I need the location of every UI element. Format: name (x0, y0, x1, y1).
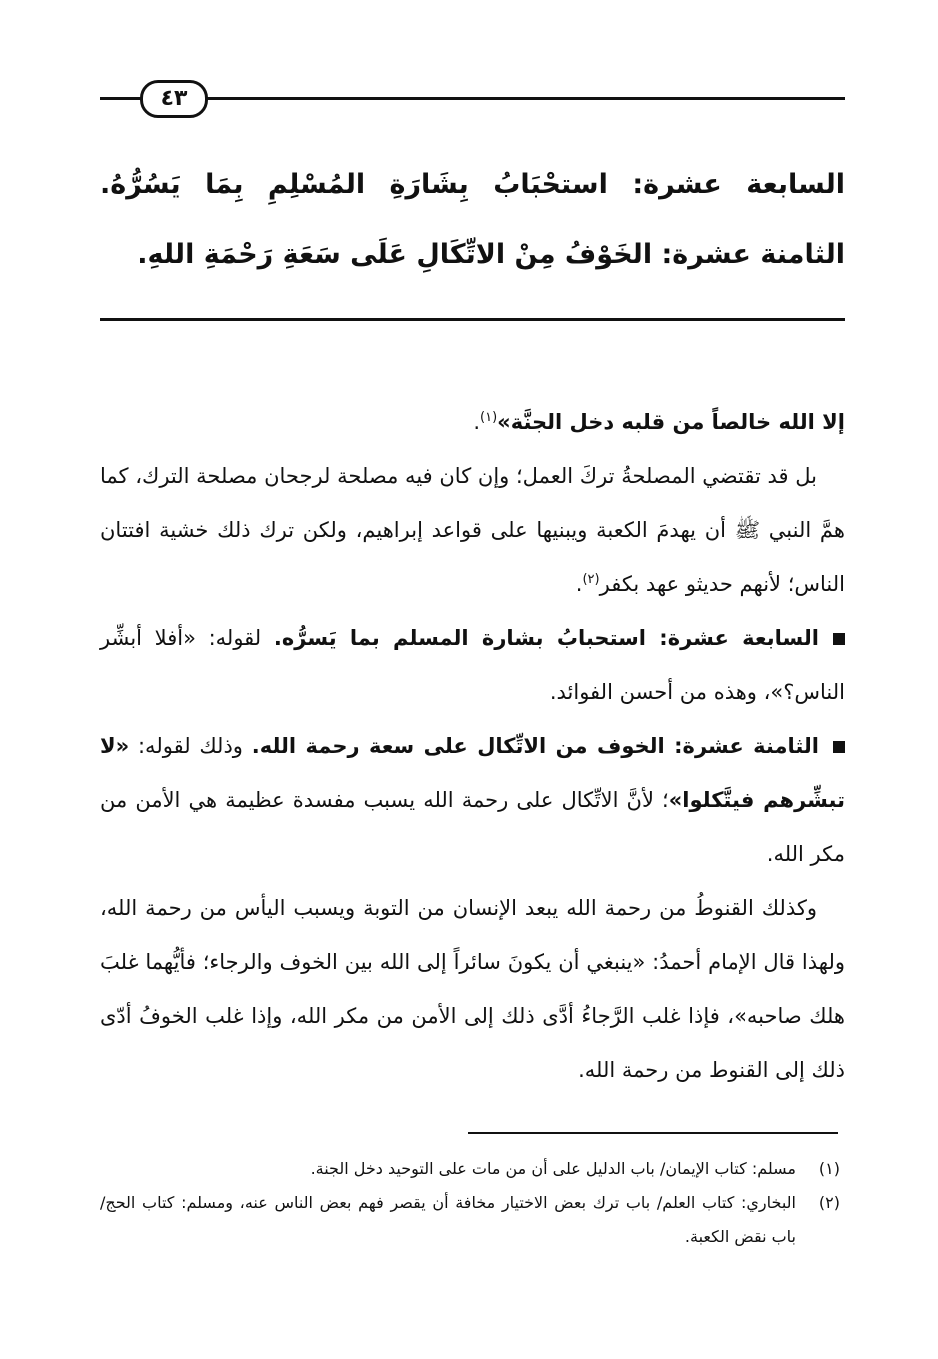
footnote-ref-1: (١) (480, 410, 498, 425)
chapter-summary (100, 150, 845, 290)
header-rule (100, 97, 845, 100)
benefit-18-heading: الثامنة عشرة: الخوف من الاتِّكال على سعة رحمة الله. (251, 734, 819, 758)
benefit-18-quote: «لا تبشِّرهم فيتَّكلوا» (100, 734, 845, 812)
bullet-square-icon (833, 633, 845, 645)
summary-item-18-text: الخَوْفُ مِنْ الاتِّكَالِ عَلَى سَعَةِ رَحْمَةِ اللهِ. (137, 239, 653, 270)
footnote-1 (100, 1152, 840, 1186)
summary-item-18-label: الثامنة عشرة: (661, 239, 845, 270)
summary-item-17-text: استحْبَابُ بِشَارَةِ المُسْلِمِ بِمَا يَسُرُّهُ. (100, 169, 608, 200)
footnote-text: البخاري: كتاب العلم/ باب ترك بعض الاختيار مخافة أن يقصر فهم بعض الناس عنه، ومسلم: كتاب الحج/ باب نقض الكعبة. (100, 1193, 796, 1246)
bullet-square-icon (833, 741, 845, 753)
body-text (100, 395, 845, 1097)
page-number-badge (140, 80, 208, 118)
footnote-number: (٢) (818, 1193, 840, 1212)
footnote-text: مسلم: كتاب الإيمان/ باب الدليل على أن من مات على التوحيد دخل الجنة. (310, 1159, 796, 1178)
footnote-2 (100, 1186, 840, 1254)
despair-text: وكذلك القنوطُ من رحمة الله يبعد الإنسان من التوبة ويسبب اليأس من رحمة الله، ولهذا قال الإمام أحمدُ: «ينبغي أن يكونَ سائراً إلى الله بين الخوف والرجاء؛ فأيُّهما غلبَ هلك صاحبه»، فإذا غلب الرَّجاءُ أدَّى ذلك إلى الأمن من مكر الله، وإذا غلب الخوفُ أدّى ذلك إلى القنوط من رحمة الله. (100, 896, 845, 1082)
summary-item-17-label: السابعة عشرة: (632, 169, 846, 200)
kaaba-text: بل قد تقتضي المصلحةُ تركَ العمل؛ وإن كان فيه مصلحة لرجحان مصلحة الترك، كما همَّ النبي ﷺ أن يهدمَ الكعبة ويبنيها على قواعد إبراهيم، ولكن ترك ذلك خشية افتتان الناس؛ لأنهم حديثو عهد بكفر (100, 464, 845, 596)
benefit-18-text: وذلك لقوله: (137, 734, 252, 758)
paragraph-despair (100, 881, 845, 1097)
paragraph-benefit-18 (100, 719, 845, 881)
page-number: ٤٣ (160, 86, 188, 111)
benefit-17-text: لقوله: «أفلا أبشِّر الناس؟»، وهذه من أحسن الفوائد. (100, 626, 845, 704)
hadith-end-text: إلا الله خالصاً من قلبه دخل الجنَّة» (497, 410, 845, 434)
benefit-17-heading: السابعة عشرة: استحبابُ بشارة المسلم بما يَسرُّه. (273, 626, 819, 650)
benefit-18-rest: ؛ لأنَّ الاتِّكال على رحمة الله يسبب مفسدة عظيمة هي الأمن من مكر الله. (100, 788, 845, 866)
footnote-ref-2: (٢) (582, 572, 600, 587)
paragraph-benefit-17 (100, 611, 845, 719)
paragraph-hadith-end (100, 395, 845, 449)
footnotes (100, 1152, 840, 1254)
footnote-number: (١) (818, 1159, 840, 1178)
period: . (473, 410, 480, 434)
summary-rule (100, 318, 845, 321)
footnote-rule (468, 1132, 838, 1134)
period: . (575, 572, 583, 596)
paragraph-kaaba (100, 449, 845, 611)
